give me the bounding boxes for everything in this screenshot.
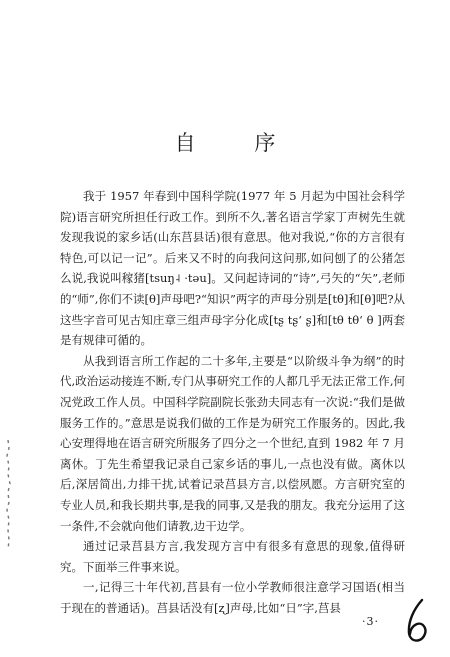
handwritten-mark xyxy=(403,597,433,645)
page-title: 自 序 xyxy=(174,131,302,156)
body-text xyxy=(60,186,405,618)
paragraph-4: 一,记得三十年代初,莒县有一位小学教师很注意学习国语(相当于现在的普通话)。莒县话没有[ʐ]声母,比如“日”字,莒县 xyxy=(60,580,405,615)
page-number: ·3· xyxy=(362,615,379,628)
paragraph-1: 我于 1957 年春到中国科学院(1977 年 5 月起为中国社会科学院)语言研究所担任行政工作。到所不久,著名语言学家丁声树先生就发现我说的家乡话(山东莒县话)很有意思。他对我说,“你的方言很有特色,可以记一记”。后来又不时的向我问这问那,如问刨了的公猪怎么说,我说叫稼猪[tsuŋ˨ ·tǝu]。又问起诗词的“诗”,弓矢的“矢”,老师的“师”,你们不读[θ]声母吧?“知识”两字的声母分别是[tθ]和[θ]吧?从这些字音可见古知庄章三组声母字分化成[tʂ tʂʻ ʂ]和[tθ tθʻ θ ]两套是有规律可循的。 xyxy=(60,189,405,348)
paragraph-2: 从我到语言所工作起的二十多年,主要是“以阶级斗争为纲”的时代,政治运动接连不断,专门从事研究工作的人都几乎无法正常工作,何况党政工作人员。中国科学院副院长张劲夫同志有一次说:“我们是做服务工作的。”意思是说我们做的工作是为研究工作服务的。因此,我心安理得地在语言研究所服务了四分之一个世纪,直到 1982 年 7 月离休。丁先生希望我记录自己家乡话的事儿,一点也没有做。离休以后,深居简出,力排干扰,试着记录莒县方言,以偿夙愿。方言研究室的专业人员,和我长期共事,是我的同事,又是我的朋友。我充分运用了这一条件,不会就向他们请教,边干边学。 xyxy=(60,353,405,533)
paragraph-3: 通过记录莒县方言,我发现方言中有很多有意思的现象,值得研究。下面举三件事来说。 xyxy=(60,539,405,574)
margin-smudge xyxy=(3,440,13,550)
